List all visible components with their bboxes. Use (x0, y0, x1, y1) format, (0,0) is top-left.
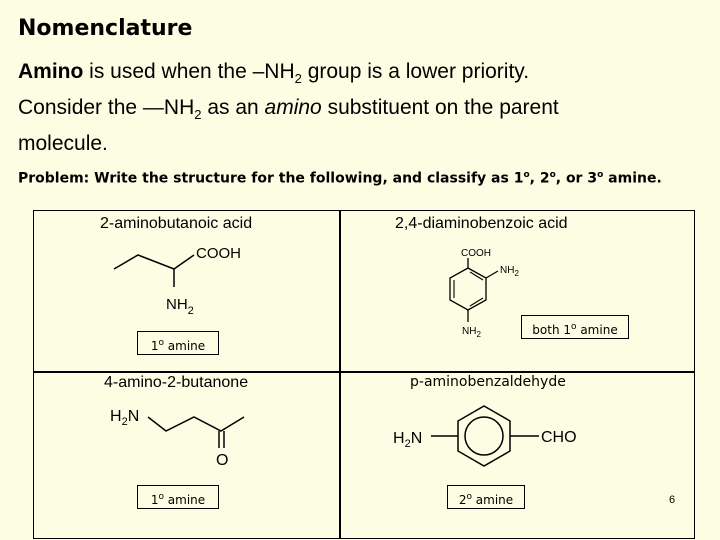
label-cho: CHO (541, 429, 577, 446)
label-h2n: $H_2N$ (393, 430, 423, 450)
compound-name-1: 2-aminobutanoic acid (100, 215, 253, 232)
problem-table (33, 210, 695, 539)
label-nh2: $NH_2$ (166, 296, 194, 317)
table-divider-horizontal (34, 371, 694, 373)
label-nh2-bottom: $NH_2$ (462, 326, 481, 339)
page-number: 6 (669, 494, 676, 506)
table-divider-vertical (339, 211, 341, 538)
classification-box-2: both 1$^o$ amine (521, 315, 629, 339)
label-cooh: COOH (196, 245, 241, 262)
classification-box-1: 1$^o$ amine (137, 331, 219, 355)
classification-box-3: 1$^o$ amine (137, 485, 219, 509)
structure-4-amino-2-butanone (108, 401, 258, 471)
problem-statement: Problem: Write the structure for the following, and classify as 1$^o$, 2$^o$, or 3$^o$ amine. (18, 170, 662, 187)
label-h2n: $H_2N$ (110, 408, 140, 428)
structure-p-aminobenzaldehyde (389, 401, 589, 471)
classification-box-4: 2$^o$ amine (447, 485, 525, 509)
compound-name-2: 2,4-diaminobenzoic acid (395, 215, 568, 232)
label-nh2-side: $NH_2$ (500, 265, 519, 278)
compound-name-4: p-aminobenzaldehyde (410, 374, 566, 390)
intro-text: Amino is used when the $-NH_2$ group is a lower priority. Consider the $—NH_2$ as an amino substituent on the parent molecule. (18, 60, 559, 156)
compound-name-3: 4-amino-2-butanone (104, 374, 249, 391)
label-o: O (216, 452, 229, 469)
structure-2-aminobutanoic-acid (114, 241, 264, 321)
label-cooh: COOH (461, 248, 491, 259)
slide-title: Nomenclature (18, 16, 193, 41)
